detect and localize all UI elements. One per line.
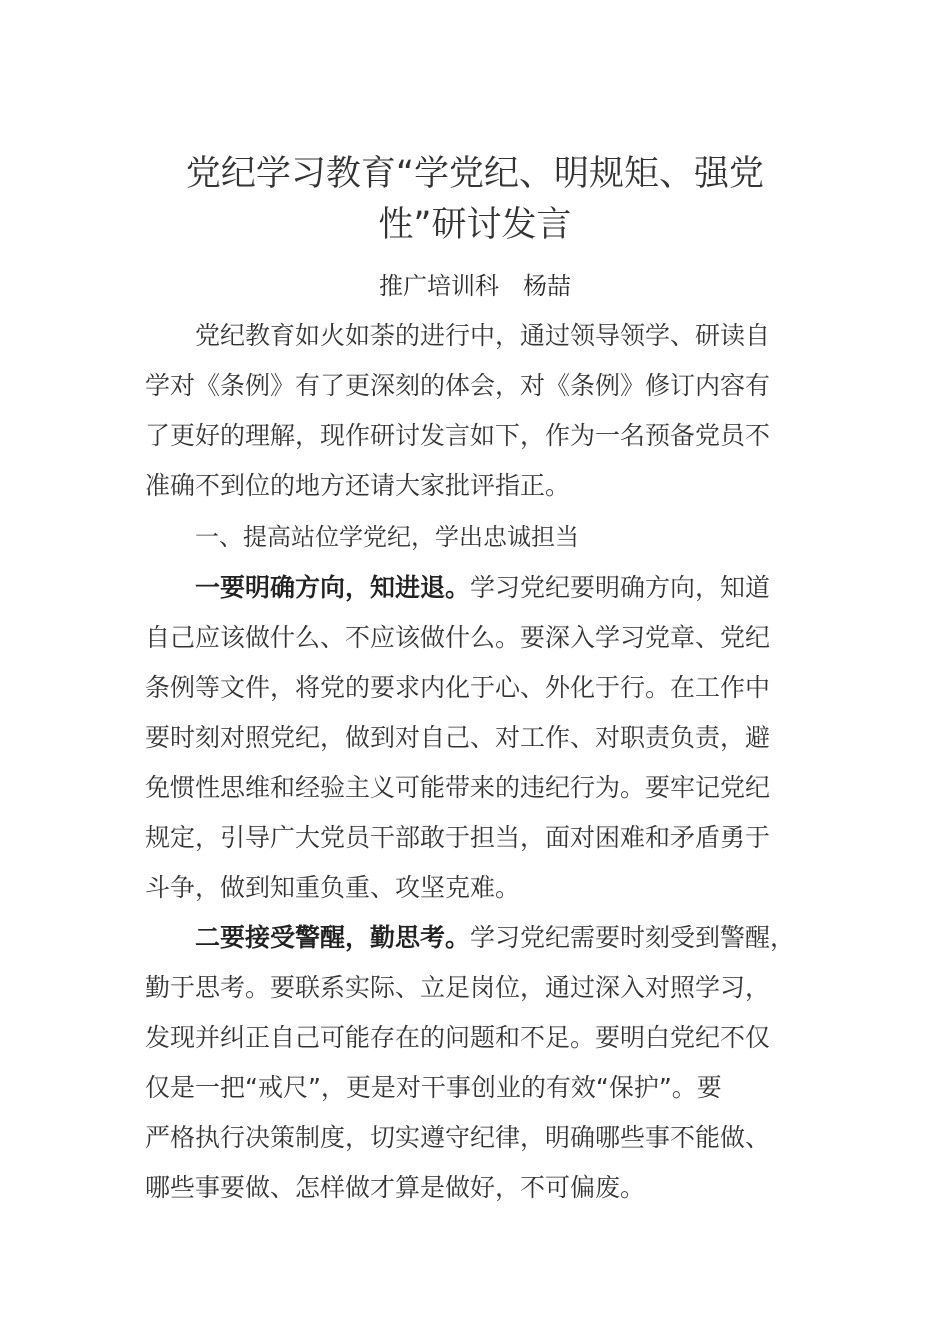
point-1-paragraph [145,563,835,913]
point-2-line: 勤于思考。要联系实际、立足岗位，通过深入对照学习， [145,973,771,1002]
intro-line: 了更好的理解，现作研讨发言如下，作为一名预备党员不 [145,421,771,450]
point-1-line: 规定，引导广大党员干部敢于担当，面对困难和矛盾勇于 [145,823,771,852]
point-2-line: 严格执行决策制度，切实遵守纪律，明确哪些事不能做、 [145,1123,771,1152]
point-1-first-line [145,563,835,613]
point-2-first-line [145,913,835,963]
author-name: 杨喆 [523,272,571,300]
point-2-paragraph [145,913,835,1213]
point-1-line: 自己应该做什么、不应该做什么。要深入学习党章、党纪 [145,623,771,652]
point-2-line: 发现并纠正自己可能存在的问题和不足。要明白党纪不仅 [145,1023,771,1052]
intro-paragraph [145,311,835,511]
point-1-line: 免惯性思维和经验主义可能带来的违纪行为。要牢记党纪 [145,773,771,802]
point-1-lead: 一要明确方向，知进退。 [195,573,471,602]
intro-line: 党纪教育如火如荼的进行中，通过领导领学、研读自 [195,321,771,350]
author-department: 推广培训科 [379,272,499,300]
point-1-first-rest: 学习党纪要明确方向，知道 [470,573,771,602]
point-1-line: 条例等文件，将党的要求内化于心、外化于行。在工作中 [145,673,771,702]
point-2-first-rest: 学习党纪需要时刻受到警醒， [470,923,796,952]
point-1-line: 斗争，做到知重负重、攻坚克难。 [145,873,521,902]
point-2-line: 哪些事要做、怎样做才算是做好，不可偏废。 [145,1173,646,1202]
point-2-line: 仅是一把“戒尺”，更是对干事创业的有效“保护”。要 [145,1073,722,1102]
document-title-line-2: 性”研讨发言 [378,205,572,245]
point-1-line: 要时刻对照党纪，做到对自己、对工作、对职责负责，避 [145,723,771,752]
author-line [145,268,805,304]
intro-line: 学对《条例》有了更深刻的体会，对《条例》修订内容有 [145,371,771,400]
intro-line: 准确不到位的地方还请大家批评指正。 [145,471,571,500]
section-heading-1: 一、提高站位学党纪，学出忠诚担当 [195,523,579,551]
document-title-line-1: 党纪学习教育“学党纪、明规矩、强党 [185,154,765,194]
point-2-lead: 二要接受警醒，勤思考。 [195,923,471,952]
